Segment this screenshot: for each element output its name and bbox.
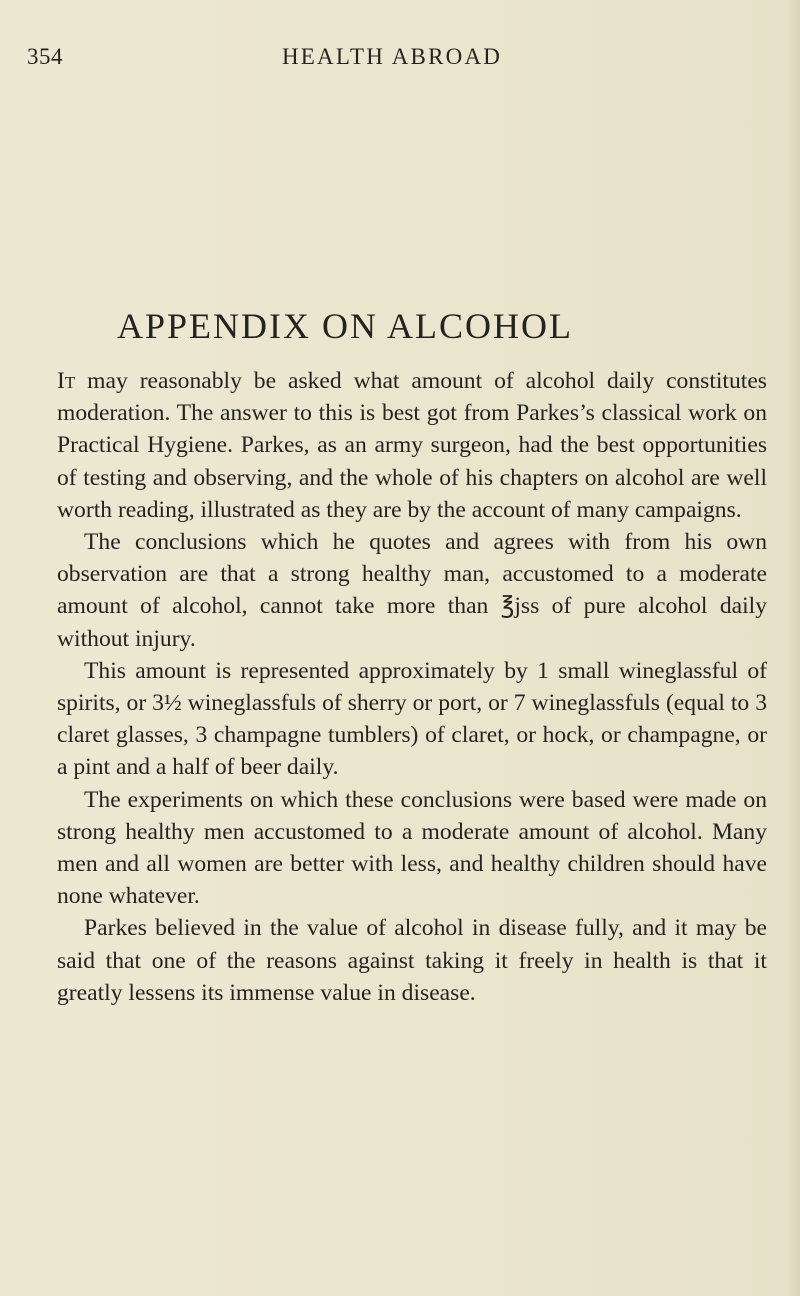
paragraph-1 [57,365,767,526]
body-text [57,365,767,1009]
paragraph-4: The experiments on which these conclusions were based were made on strong healthy men accustomed to a moderate amount of alcohol. Many men and all women are better with less, and healthy children should have none whatever. [57,786,767,910]
paragraph-1-text: may reasonably be asked what amount of alcohol daily constitutes moderation. The answer to this is best got from Parkes’s classical work on Practical Hygiene. Parkes, as an army surgeon, had the best opportunities of testing and observing, and the whole of his chapters on alcohol are well worth reading, illustrated as they are by the account of many campaigns. [57,368,767,523]
paragraph-1-lead: It [57,368,76,394]
page-number: 354 [27,44,63,69]
running-head: HEALTH ABROAD [282,44,503,69]
appendix-title: APPENDIX ON ALCOHOL [117,306,574,346]
paragraph-2: The conclusions which he quotes and agrees with from his own observation are that a strong healthy man, accustomed to a moderate amount of alcohol, cannot take more than ℥jss of pure alcohol daily without injury. [57,529,767,652]
paragraph-3: This amount is represented approximately by 1 small wineglassful of spirits, or 3½ wineglassfuls of sherry or port, or 7 wineglassfuls (equal to 3 claret glasses, 3 champagne tumblers) of claret, or hock, or champagne, or a pint and a half of beer daily. [57,657,767,781]
page-edge-shadow [786,0,800,1296]
paragraph-5: Parkes believed in the value of alcohol in disease fully, and it may be said that one of the reasons against taking it freely in health is that it greatly lessens its immense value in disease. [57,915,767,1006]
